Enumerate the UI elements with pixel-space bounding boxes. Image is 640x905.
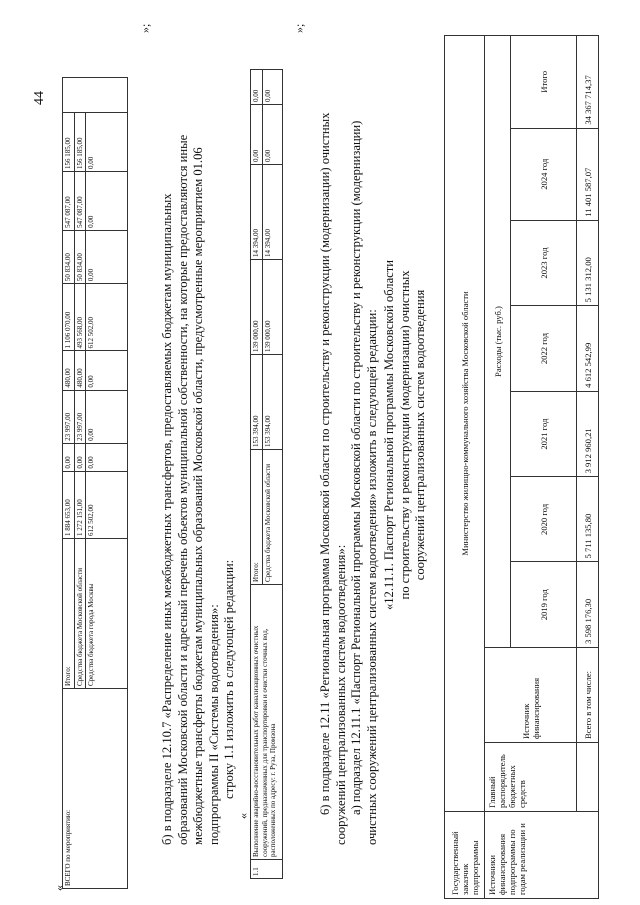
table-cell: 547 087,00 [63, 171, 75, 230]
table-cell: Всего в том числе: [577, 648, 599, 743]
table-cell: 1 106 070,00 [63, 284, 75, 351]
table-cell: 2023 год [511, 220, 577, 306]
text-line: строку 1.1 изложить в следующей редакции: [222, 559, 236, 799]
table-row [251, 70, 263, 879]
table-cell: 11 401 587,07 [577, 128, 599, 220]
table-cell: 14 394,00 [251, 165, 263, 260]
table-cell: 0,00 [86, 171, 128, 230]
table-cell: 153 394,00 [262, 355, 282, 450]
table-cell: 0,00 [86, 390, 128, 443]
table-cell: 1.1 [251, 860, 283, 879]
open-quote: « [52, 885, 66, 891]
table-cell: 153 394,00 [251, 355, 263, 450]
table-cell: 139 000,00 [262, 260, 282, 355]
table-cell: 0,00 [63, 443, 75, 471]
table-cell: 139 000,00 [251, 260, 263, 355]
table-cell: Выполнение аварийно-восстановительных работ канализационных очистных сооружений, предназначенных для транспортировки и очистки сточных вод, расположенных по адресу: г. Руза, Промзона [251, 585, 283, 860]
table-cell: 0,00 [86, 443, 128, 471]
table-cell: 2022 год [511, 306, 577, 392]
text-line: б) в подразделе 12.10.7 «Распределение иных межбюджетных трансфертов, предоставляемых бюджетам муниципальных [160, 193, 174, 845]
title-line: «12.11.1. Паспорт Региональной программы Московской области [382, 259, 396, 611]
table-cell: 0,00 [86, 113, 128, 172]
close-quote: »; [292, 23, 306, 33]
table-row [63, 78, 75, 889]
table-cell: 14 394,00 [262, 165, 282, 260]
table-cell: 156 185,00 [63, 113, 75, 172]
table-cell: 1 884 653,00 [63, 471, 75, 538]
table-cell: 0,00 [251, 70, 263, 105]
table-cell: Главный распорядитель бюджетных средств [485, 743, 577, 812]
table-cell: 23 997,00 [63, 390, 75, 443]
paragraph-b [160, 37, 238, 845]
table-cell: 0,00 [86, 351, 128, 390]
text-line: сооружений централизованных систем водоотведения»: [333, 544, 348, 845]
table-cell: 547 087,00 [74, 171, 86, 230]
table-cell: 0,00 [86, 230, 128, 283]
table-cell: Государственный заказчик подпрограммы [445, 812, 485, 899]
text-line: а) подраздел 12.11.1 «Паспорт Региональной программы Московской области по строительству и реконструкции (модернизации) [349, 120, 363, 815]
table-cell: 2020 год [511, 477, 577, 562]
table-cell: 493 568,00 [74, 284, 86, 351]
table-cell: 2021 год [511, 391, 577, 477]
table-cell: Средства бюджета Московской области [262, 450, 282, 585]
table-cell: Расходы (тыс. руб.) [485, 36, 511, 648]
table-cell: Источник финансирования [485, 648, 577, 743]
table-cell: 23 997,00 [74, 390, 86, 443]
table-cell: 480,00 [63, 351, 75, 390]
open-quote: « [236, 813, 250, 819]
table-cell: 0,00 [262, 105, 282, 165]
table-cell: 480,00 [74, 351, 86, 390]
table-cell: Итого: [251, 450, 263, 585]
table-cell: Средства бюджета Московской области [74, 539, 86, 689]
table-cell: 4 612 542,99 [577, 306, 599, 392]
table-row [485, 36, 511, 899]
section-title [382, 225, 429, 645]
table-cell: 2019 год [511, 562, 577, 648]
table-cell: 0,00 [251, 105, 263, 165]
table-cell: 5 131 312,00 [577, 220, 599, 306]
table-cell: 5 711 135,80 [577, 477, 599, 562]
text-line: очистных сооружений централизованных систем водоотведения» изложить в следующей редакции: [364, 309, 379, 845]
passport-table [444, 35, 599, 899]
table-cell [577, 743, 599, 812]
table-cell: 3 598 176,30 [577, 562, 599, 648]
table-cell: 3 912 960,21 [577, 391, 599, 477]
title-line: по строительству и реконструкции (модернизации) очистных [397, 270, 412, 600]
table-cell: Средства бюджета города Москвы [86, 539, 128, 689]
title-line: сооружений централизованных систем водоотведения [413, 289, 427, 581]
table-cell: Источники финансирования подпрограммы по годам реализации и [485, 812, 599, 899]
table-cell: 0,00 [74, 443, 86, 471]
table-cell: Итого: [63, 539, 75, 689]
page-number: 44 [32, 91, 47, 105]
table-cell: 612 502,00 [86, 471, 128, 538]
table-cell: 156 185,00 [74, 113, 86, 172]
table-row [577, 36, 599, 899]
table-cell: Итого [511, 36, 577, 129]
text-line: подпрограммы II «Системы водоотведения»: [206, 604, 221, 845]
measure-total-table [62, 77, 128, 889]
table-cell: 2024 год [511, 128, 577, 220]
table-cell: 1 272 151,00 [74, 471, 86, 538]
table-row [445, 36, 485, 899]
table-cell: 50 834,00 [74, 230, 86, 283]
text-line: межбюджетные трансферты бюджетам муниципальных образований Московской области, предусмотренные мероприятием 01.06 [191, 147, 205, 845]
table-cell: 50 834,00 [63, 230, 75, 283]
table-cell: 612 502,00 [86, 284, 128, 351]
table-cell [63, 78, 128, 113]
row-1-1-table [250, 69, 283, 879]
table-cell: Министерство жилищно-коммунального хозяйства Московской области [445, 36, 485, 812]
text-line: 6) в подразделе 12.11 «Региональная программа Московской области по строительству и реконструкции (модернизации) очистных [318, 112, 332, 815]
table-cell: 34 367 714,37 [577, 36, 599, 129]
table-cell: ВСЕГО по мероприятию: [63, 689, 128, 889]
close-quote: »; [138, 23, 152, 33]
table-cell: 0,00 [262, 70, 282, 105]
text-line: образований Московской области и адресный перечень объектов муниципальной собственности, на которые предоставляются иные [175, 134, 190, 845]
paragraph-6 [318, 37, 380, 845]
